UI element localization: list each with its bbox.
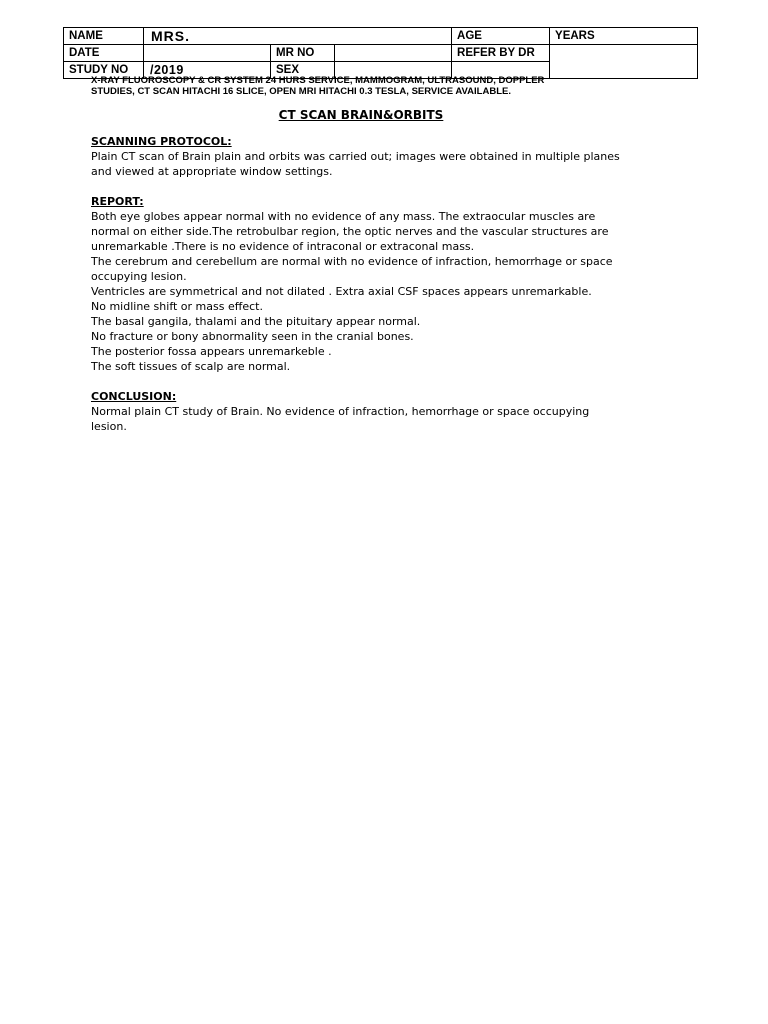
services-line: X-RAY FLUOROSCOPY & CR SYSTEM 24 HURS SERVICE, MAMMOGRAM, ULTRASOUND, DOPPLER <box>91 75 545 86</box>
protocol-line: Plain CT scan of Brain plain and orbits was carried out; images were obtained in multiple planes <box>91 150 620 163</box>
date-label: DATE <box>64 45 144 62</box>
report-line: unremarkable .There is no evidence of intraconal or extraconal mass. <box>91 240 475 253</box>
sex-label: SEX <box>271 62 335 79</box>
conclusion-line: Normal plain CT study of Brain. No evidence of infraction, hemorrhage or space occupying <box>91 405 590 418</box>
date-value <box>144 45 271 62</box>
report-heading: REPORT: <box>91 195 144 208</box>
name-value: MRS. <box>144 28 452 45</box>
name-label: NAME <box>64 28 144 45</box>
patient-info-table <box>63 27 698 79</box>
report-body <box>91 134 691 434</box>
conclusion-line: lesion. <box>91 420 127 433</box>
mr-no-value <box>335 45 452 62</box>
study-no-label: STUDY NO <box>64 62 144 79</box>
years-label: YEARS <box>550 28 698 45</box>
report-line: The basal gangila, thalami and the pituitary appear normal. <box>91 315 421 328</box>
report-line: The cerebrum and cerebellum are normal with no evidence of infraction, hemorrhage or space <box>91 255 613 268</box>
patient-row-name <box>64 28 698 45</box>
report-line: normal on either side.The retrobulbar region, the optic nerves and the vascular structures are <box>91 225 609 238</box>
report-title: CT SCAN BRAIN&ORBITS <box>278 108 444 122</box>
refer-by-label: REFER BY DR <box>452 45 550 62</box>
report-line: No fracture or bony abnormality seen in the cranial bones. <box>91 330 414 343</box>
protocol-line: and viewed at appropriate window settings. <box>91 165 333 178</box>
report-line: Ventricles are symmetrical and not dilated . Extra axial CSF spaces appears unremarkable. <box>91 285 592 298</box>
report-line: occupying lesion. <box>91 270 187 283</box>
services-line: STUDIES, CT SCAN HITACHI 16 SLICE, OPEN MRI HITACHI 0.3 TESLA, SERVICE AVAILABLE. <box>91 86 511 97</box>
mr-no-label: MR NO <box>271 45 335 62</box>
patient-row-date <box>64 45 698 62</box>
conclusion-heading: CONCLUSION: <box>91 390 177 403</box>
report-line: Both eye globes appear normal with no evidence of any mass. The extraocular muscles are <box>91 210 596 223</box>
report-line: The posterior fossa appears unremarkeble . <box>91 345 332 358</box>
scanning-protocol-heading: SCANNING PROTOCOL: <box>91 135 232 148</box>
section-spacer <box>91 179 691 194</box>
study-no-value: /2019 <box>144 62 271 79</box>
report-line: The soft tissues of scalp are normal. <box>91 360 291 373</box>
refer-by-value <box>550 45 698 79</box>
section-spacer <box>91 374 691 389</box>
report-line: No midline shift or mass effect. <box>91 300 263 313</box>
age-label: AGE <box>452 28 550 45</box>
services-banner <box>91 75 661 97</box>
